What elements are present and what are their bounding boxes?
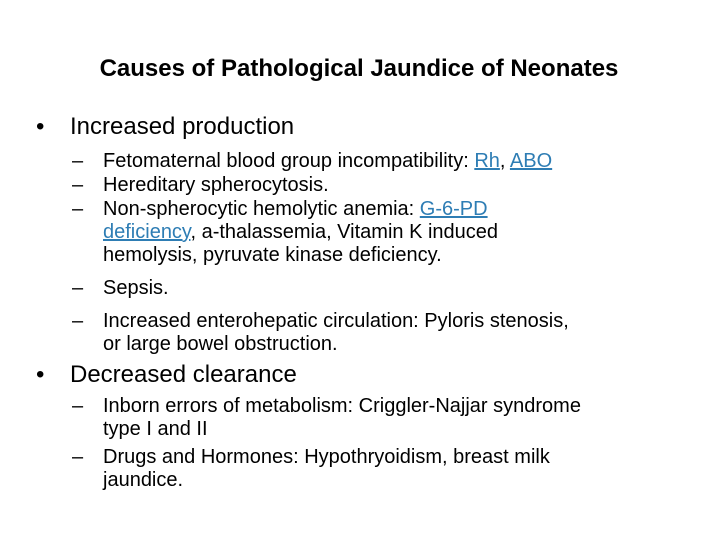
subitem-sepsis (72, 277, 692, 300)
dash-glyph: – (72, 277, 84, 299)
subitem-non-spherocytic (72, 198, 692, 267)
dash-glyph: – (72, 150, 84, 172)
subitem-text: type I and II (103, 418, 208, 440)
link-abo[interactable]: ABO (509, 150, 553, 172)
subitem-text: Inborn errors of metabolism: Criggler-Najjar syndrome (103, 395, 581, 417)
dash-glyph: – (72, 395, 84, 417)
subitem-text: Increased enterohepatic circulation: Pyloris stenosis, (103, 310, 569, 332)
link-g6pd[interactable]: G-6-PD (419, 198, 488, 220)
dash-glyph: – (72, 174, 84, 196)
comma-separator: , (499, 150, 510, 172)
dash-glyph: – (72, 446, 84, 468)
bullet-glyph: • (36, 113, 45, 140)
subitem-text: Drugs and Hormones: Hypothryoidism, breast milk (103, 446, 550, 468)
subitem-enterohepatic (72, 310, 692, 356)
subitem-drugs-hormones (72, 446, 692, 492)
subitem-hereditary-spherocytosis (72, 174, 692, 197)
subitem-text: , a-thalassemia, Vitamin K induced (190, 221, 499, 243)
subitem-text: or large bowel obstruction. (103, 333, 338, 355)
dash-glyph: – (72, 198, 84, 220)
dash-glyph: – (72, 310, 84, 332)
subitem-text: Non-spherocytic hemolytic anemia: (103, 198, 420, 220)
link-rh[interactable]: Rh (474, 150, 500, 172)
slide-title: Causes of Pathological Jaundice of Neonates (99, 55, 619, 82)
subitem-fetomaternal (72, 150, 692, 173)
bullet-heading: Decreased clearance (70, 361, 297, 388)
subitem-text: hemolysis, pyruvate kinase deficiency. (103, 244, 442, 266)
bullet-heading: Increased production (70, 113, 295, 140)
subitem-text: Hereditary spherocytosis. (103, 174, 329, 196)
link-g6pd-deficiency[interactable]: deficiency (103, 221, 191, 243)
subitem-text: Fetomaternal blood group incompatibility: (103, 150, 475, 172)
bullet-glyph: • (36, 361, 45, 388)
subitem-text: Sepsis. (103, 277, 169, 299)
subitem-inborn-errors (72, 395, 692, 441)
subitem-text: jaundice. (103, 469, 184, 491)
